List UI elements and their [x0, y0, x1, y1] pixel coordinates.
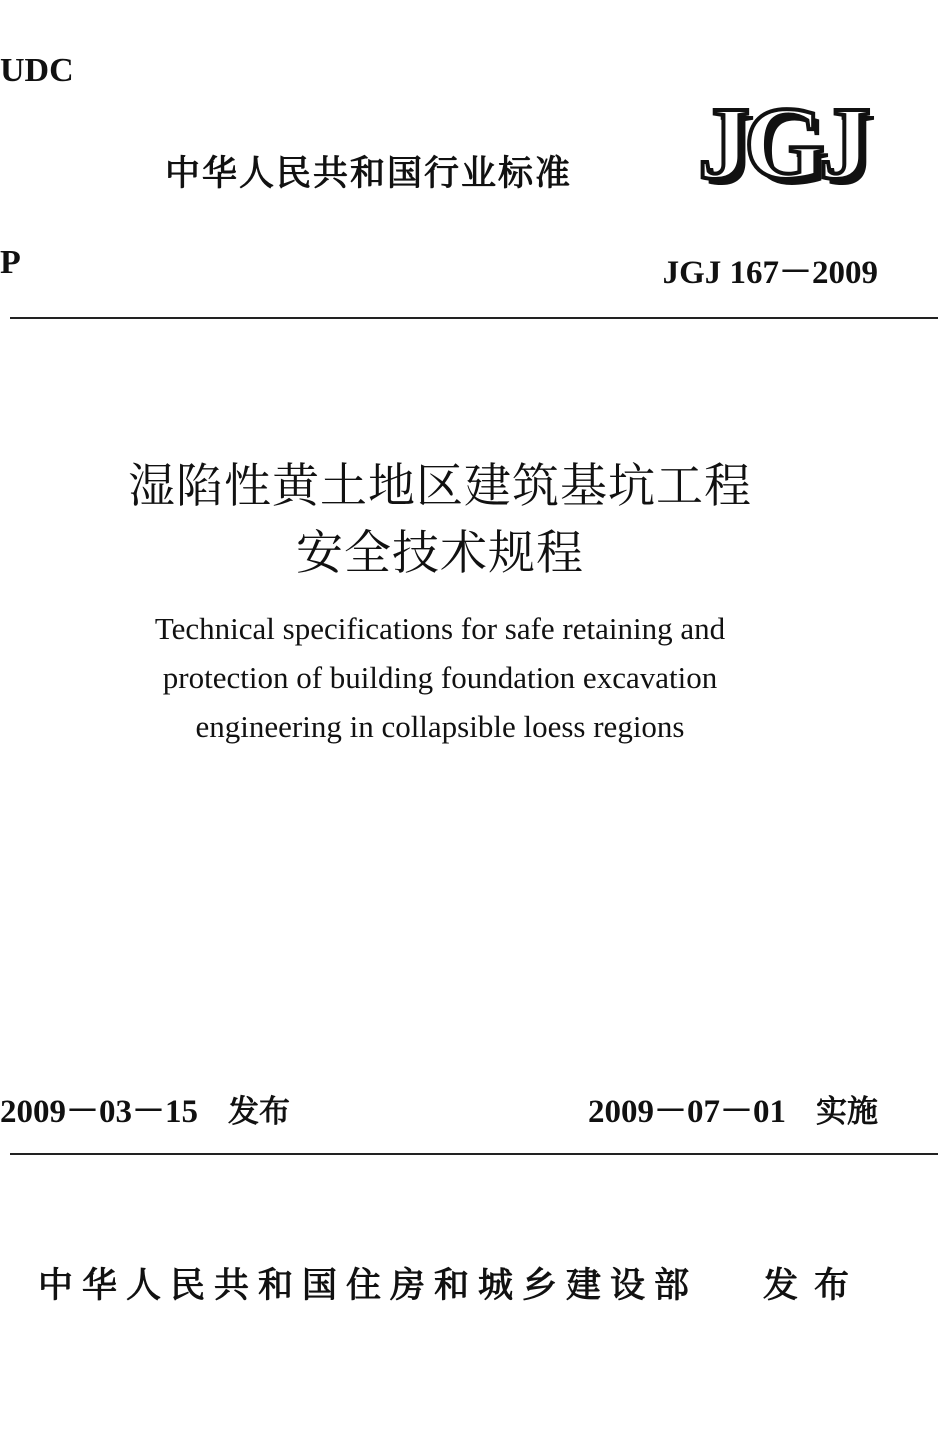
standard-number: JGJ 167－2009	[662, 255, 878, 291]
implement-date: 2009－07－01	[588, 1094, 786, 1130]
publisher-action: 发布	[763, 1266, 866, 1306]
title-zh-line2: 安全技术规程	[296, 526, 584, 581]
title-en-line2: protection of building foundation excavation	[162, 660, 718, 695]
issue-date: 2009－03－15	[0, 1094, 198, 1130]
title-en-line3: engineering in collapsible loess regions	[195, 709, 685, 744]
industry-standard-heading: 中华人民共和国行业标准	[165, 154, 573, 194]
issue-label: 发布	[228, 1094, 290, 1130]
jgj-logo: JGJ	[698, 86, 865, 201]
title-zh-line1: 湿陷性黄土地区建筑基坑工程	[128, 459, 752, 514]
bottom-divider	[10, 1153, 938, 1155]
top-divider	[10, 317, 938, 319]
publisher-name: 中华人民共和国住房和城乡建设部	[38, 1266, 699, 1306]
implement-date-block	[588, 1085, 878, 1132]
implement-label: 实施	[816, 1094, 878, 1130]
issue-date-block	[0, 1085, 290, 1132]
udc-label: UDC	[0, 52, 74, 89]
classification-code: P	[0, 244, 21, 281]
title-en-line1: Technical specifications for safe retaining and	[154, 611, 726, 646]
